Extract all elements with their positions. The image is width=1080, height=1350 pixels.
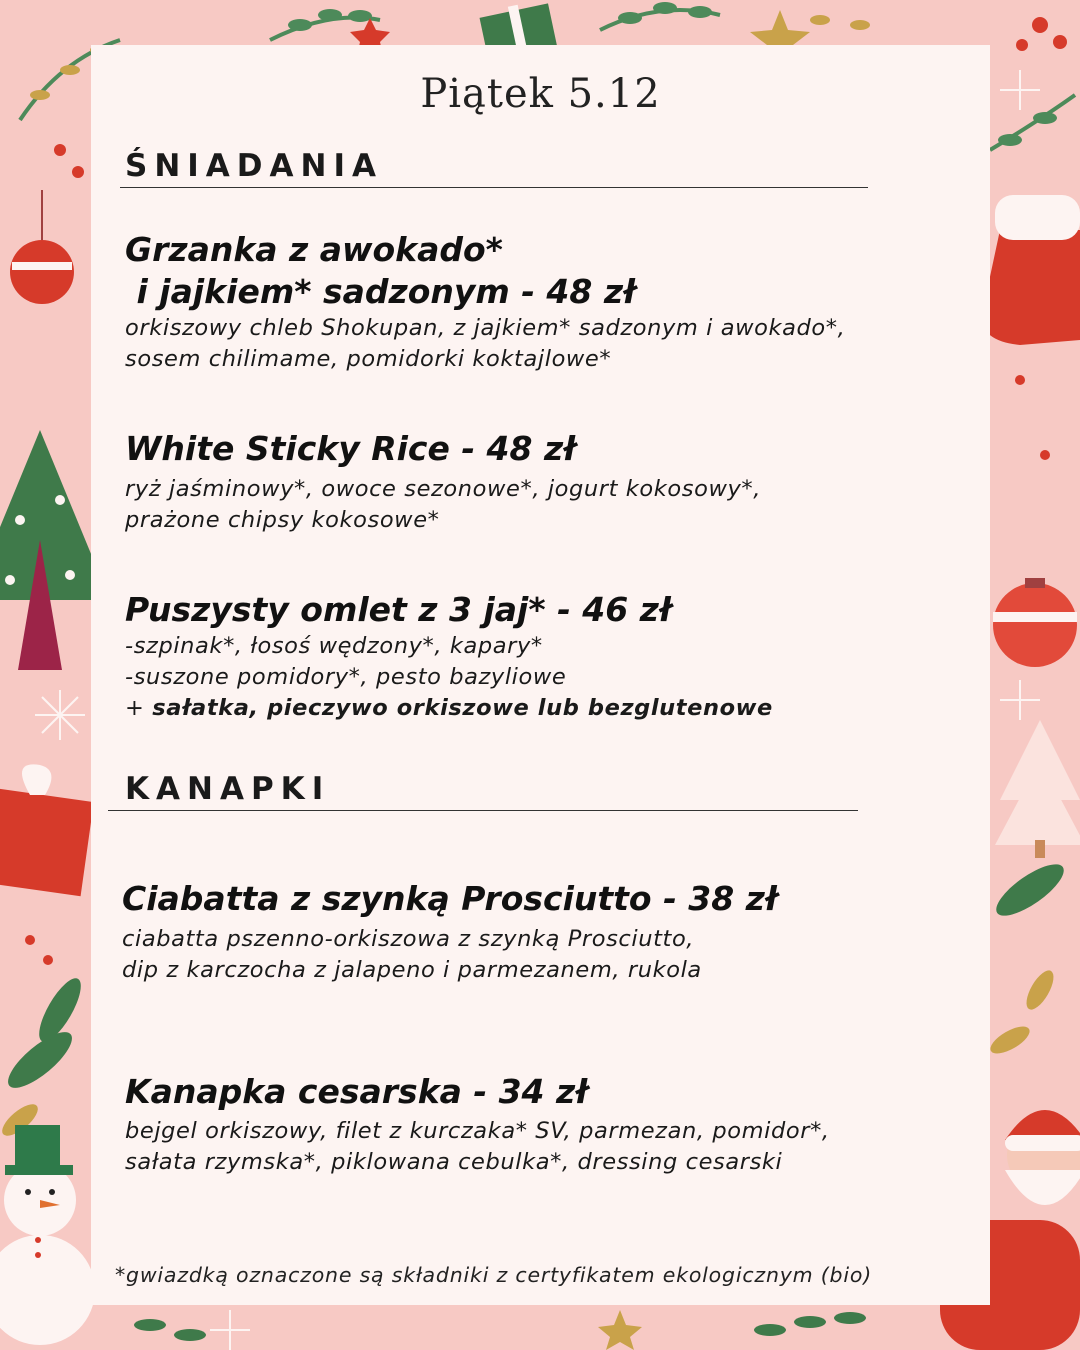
section-divider <box>120 187 868 188</box>
stocking-icon <box>982 195 1080 345</box>
dish-description: bejgel orkiszowy, filet z kurczaka* SV, parmezan, pomidor*, sałata rzymska*, piklowana cebulka*, dressing cesarski <box>125 1118 830 1175</box>
gift-icon <box>0 764 94 896</box>
dish-description: ryż jaśminowy*, owoce sezonowe*, jogurt kokosowy*, prażone chipsy kokosowe* <box>125 476 762 533</box>
dish-name: Puszysty omlet z 3 jaj* - 46 zł <box>125 590 672 629</box>
dish-description: ciabatta pszenno-orkiszowa z szynką Prosciutto, dip z karczocha z jalapeno i parmezanem, rukola <box>122 926 702 983</box>
christmas-tree-icon <box>995 720 1080 858</box>
menu-card <box>91 45 990 1305</box>
dish-description: orkiszowy chleb Shokupan, z jajkiem* sadzonym i awokado*, sosem chilimame, pomidorki koktajlowe* <box>125 315 846 372</box>
page-title: Piątek 5.12 <box>420 71 661 117</box>
dish-name: White Sticky Rice - 48 zł <box>125 429 576 468</box>
section-heading-sandwiches: KANAPKI <box>125 771 331 807</box>
footnote: *gwiazdką oznaczone są składniki z certyfikatem ekologicznym (bio) <box>115 1263 873 1287</box>
section-divider <box>108 810 858 811</box>
ornament-icon <box>10 190 74 304</box>
dish-name: Grzanka z awokado* i jajkiem* sadzonym - 48 zł <box>125 230 636 311</box>
dish-name: Kanapka cesarska - 34 zł <box>125 1072 588 1111</box>
section-heading-breakfast: ŚNIADANIA <box>125 148 383 184</box>
snowman-icon <box>0 1125 95 1345</box>
ornament-icon <box>993 578 1077 667</box>
dish-name: Ciabatta z szynką Prosciutto - 38 zł <box>122 879 778 918</box>
dish-description: -szpinak*, łosoś wędzony*, kapary* -suszone pomidory*, pesto bazyliowe + sałatka, pieczywo orkiszowe lub bezglutenowe <box>125 633 773 721</box>
